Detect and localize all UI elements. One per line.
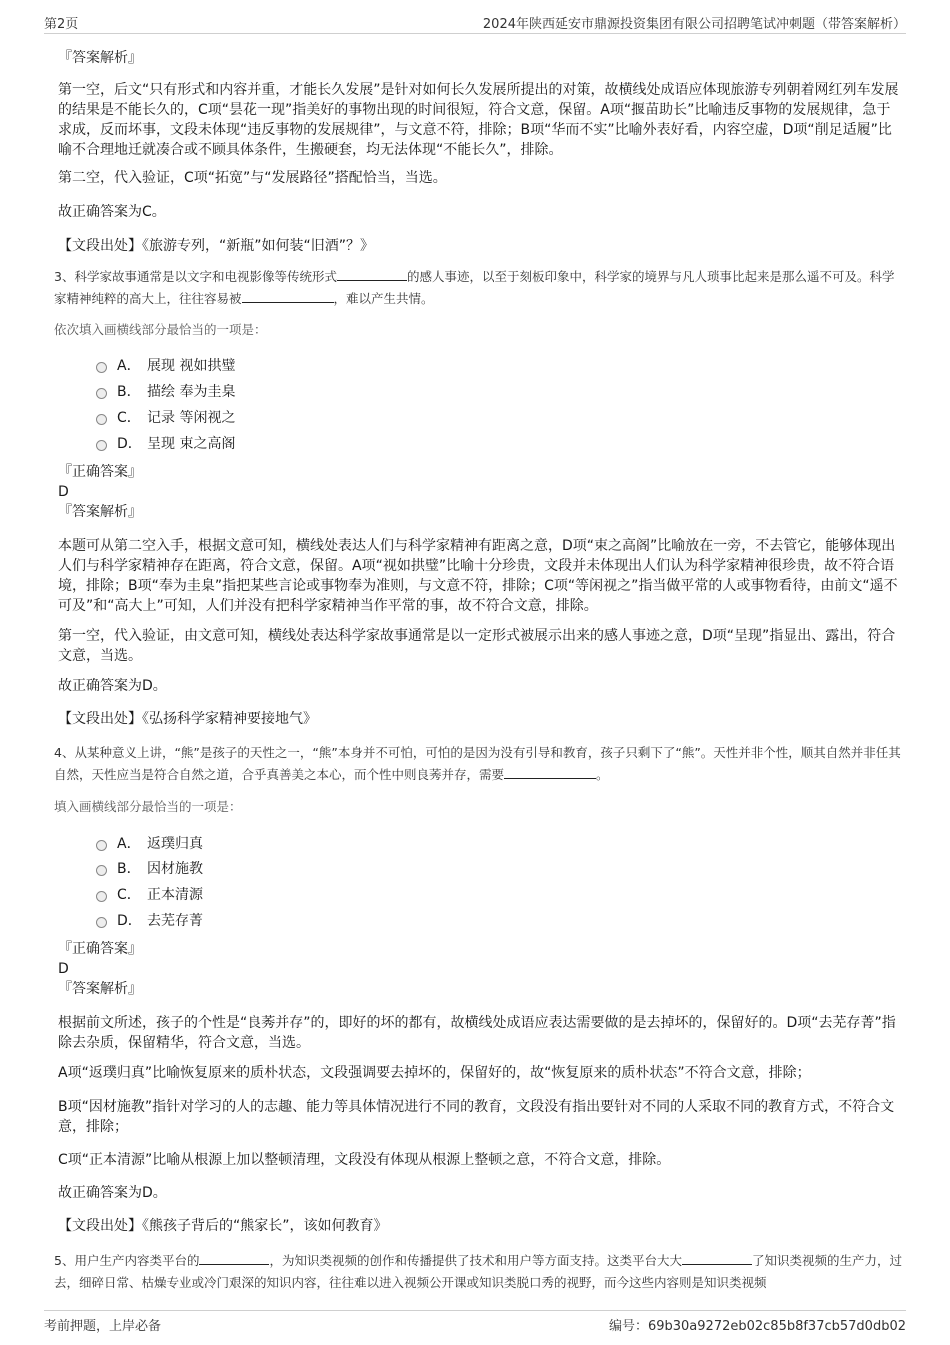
question-prompt: 依次填入画横线部分最恰当的一项是： <box>54 322 267 337</box>
option-d[interactable]: D． 呈现 束之高阁 <box>96 433 235 455</box>
analysis-paragraph: 第一空，后文“只有形式和内容并重，才能长久发展”是针对如何长久发展所提出的对策，故横线处成语应体现旅游专列朝着网红列车发展的结果是不能长久的，C项“昙花一现”指美好的事物出现的时间很短，符合文意，保留。A项“揠苗助长”比喻违反事物的发展规律，急于求成，反而坏事，文段未体现“违反事物的发展规律”，与文意不符，排除；B项“华而不实”比喻外表好看，内容空虚，D项“削足适履”比喻不合理地迁就凑合或不顾具体条件，生搬硬套，均无法体现“不能长久”，排除。 <box>58 82 899 158</box>
fill-blank <box>199 1252 269 1265</box>
analysis-paragraph: B项“因材施教”指针对学习的人的志趣、能力等具体情况进行不同的教育，文段没有指出要针对不同的人采取不同的教育方式，不符合文意，排除； <box>58 1099 895 1135</box>
source-citation: 【文段出处】《弘扬科学家精神要接地气》 <box>58 711 317 727</box>
correct-answer: D <box>58 484 69 500</box>
radio-button[interactable] <box>96 840 107 851</box>
document-id: 编号：69b30a9272eb02c85b8f37cb57d0db02 <box>608 1319 906 1334</box>
radio-button[interactable] <box>96 917 107 928</box>
analysis-label: 『答案解析』 <box>58 981 142 997</box>
analysis-paragraph: 第一空，代入验证，由文意可知，横线处表达科学家故事通常是以一定形式被展示出来的感人事迹之意，D项“呈现”指显出、露出，符合文意，当选。 <box>58 628 896 664</box>
analysis-conclusion: 故正确答案为D。 <box>58 678 167 694</box>
radio-button[interactable] <box>96 865 107 876</box>
document-title: 2024年陕西延安市鼎源投资集团有限公司招聘笔试冲刺题（带答案解析） <box>482 17 906 32</box>
correct-answer-label: 『正确答案』 <box>58 941 142 957</box>
radio-button[interactable] <box>96 440 107 451</box>
option-c[interactable]: C． 正本清源 <box>96 884 203 906</box>
footer-slogan: 考前押题，上岸必备 <box>44 1319 162 1334</box>
analysis-paragraph: 第二空，代入验证，C项“拓宽”与“发展路径”搭配恰当，当选。 <box>58 170 447 186</box>
option-b[interactable]: B． 因材施教 <box>96 858 203 880</box>
fill-blank <box>242 290 334 303</box>
correct-answer-label: 『正确答案』 <box>58 464 142 480</box>
option-d[interactable]: D． 去芜存菁 <box>96 910 203 932</box>
analysis-paragraph: A项“返璞归真”比喻恢复原来的质朴状态，文段强调要去掉坏的，保留好的，故“恢复原来的质朴状态”不符合文意，排除； <box>58 1065 811 1081</box>
correct-answer: D <box>58 961 69 977</box>
option-a[interactable]: A． 展现 视如拱璧 <box>96 355 235 377</box>
page-number: 第2页 <box>44 17 79 32</box>
analysis-paragraph: 根据前文所述，孩子的个性是“良莠并存”的，即好的坏的都有，故横线处成语应表达需要做的是去掉坏的，保留好的。D项“去芜存菁”指除去杂质，保留精华，符合文意，当选。 <box>58 1015 896 1051</box>
analysis-paragraph: C项“正本清源”比喻从根源上加以整顿清理，文段没有体现从根源上整顿之意，不符合文意，排除。 <box>58 1152 671 1168</box>
question-4-text: 4、从某种意义上讲，“熊”是孩子的天性之一，“熊”本身并不可怕，可怕的是因为没有引导和教育，孩子只剩下了“熊”。天性并非个性，顺其自然并非任其自然，天性应当是符合自然之道，合乎真善美之本心，而个性中则良莠并存，需要 。 <box>54 745 901 782</box>
page-footer <box>44 1310 906 1333</box>
page-header <box>44 13 906 34</box>
source-citation: 【文段出处】《熊孩子背后的“熊家长”，该如何教育》 <box>58 1218 388 1234</box>
option-a[interactable]: A． 返璞归真 <box>96 833 203 855</box>
radio-button[interactable] <box>96 891 107 902</box>
fill-blank <box>337 268 407 281</box>
question-3-text: 3、科学家故事通常是以文字和电视影像等传统形式 的感人事迹，以至于刻板印象中，科学家的境界与凡人琐事比起来是那么遥不可及。科学家精神纯粹的高大上，往往容易被 ，难以产生共情。 <box>54 269 895 306</box>
analysis-label: 『答案解析』 <box>58 50 142 66</box>
question-prompt: 填入画横线部分最恰当的一项是： <box>54 799 242 814</box>
analysis-paragraph: 本题可从第二空入手，根据文意可知，横线处表达人们与科学家精神有距离之意，D项“束之高阁”比喻放在一旁，不去管它，能够体现出人们与科学家精神存在距离，符合文意，保留。A项“视如拱璧”比喻十分珍贵，文段并未体现出人们认为科学家精神很珍贵，故不符合语境，排除；B项“奉为圭臬”指把某些言论或事物奉为准则，与文意不符，排除；C项“等闲视之”指当做平常的人或事物看待，由前文“遥不可及”和“高大上”可知，人们并没有把科学家精神当作平常的事，故不符合文意，排除。 <box>58 538 898 614</box>
option-c[interactable]: C． 记录 等闲视之 <box>96 407 235 429</box>
radio-button[interactable] <box>96 362 107 373</box>
analysis-conclusion: 故正确答案为D。 <box>58 1185 167 1201</box>
option-b[interactable]: B． 描绘 奉为圭臬 <box>96 381 235 403</box>
analysis-label: 『答案解析』 <box>58 504 142 520</box>
fill-blank <box>682 1252 752 1265</box>
fill-blank <box>504 766 596 779</box>
question-5-text: 5、用户生产内容类平台的 ，为知识类视频的创作和传播提供了技术和用户等方面支持。这类平台大大 了知识类视频的生产力，过去，细碎日常、枯燥专业或冷门艰深的知识内容，往往难以进入视频公开课或知识类脱口秀的视野，而今这些内容则是知识类视频 <box>54 1253 902 1290</box>
radio-button[interactable] <box>96 414 107 425</box>
analysis-conclusion: 故正确答案为C。 <box>58 204 166 220</box>
radio-button[interactable] <box>96 388 107 399</box>
source-citation: 【文段出处】《旅游专列，“新瓶”如何装“旧酒”？》 <box>58 238 375 254</box>
